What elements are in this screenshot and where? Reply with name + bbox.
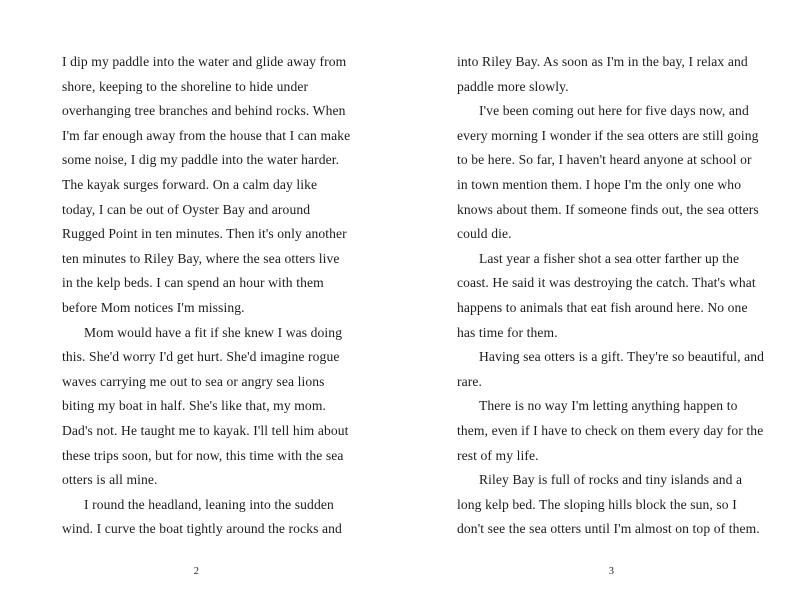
paragraph: I dip my paddle into the water and glide away from shore, keeping to the shoreline to hide under overhanging tree branches and behind rocks. When I'm far enough away from the house that I can make some noise, I dig my paddle into the water harder. The kayak surges forward. On a calm day like today, I can be out of Oyster Bay and around Rugged Point in ten minutes. Then it's only another ten minutes to Riley Bay, where the sea otters live in the kelp beds. I can spend an hour with them before Mom notices I'm missing. — [62, 54, 351, 315]
paragraph: Having sea otters is a gift. They're so beautiful, and rare. — [457, 349, 765, 389]
paragraph: into Riley Bay. As soon as I'm in the bay, I relax and paddle more slowly. — [457, 54, 748, 94]
page-right-text-block — [457, 50, 765, 542]
page-left-text-block — [62, 50, 352, 542]
paragraph: Riley Bay is full of rocks and tiny islands and a long kelp bed. The sloping hills block the sun, so I don't see the sea otters until I'm almost on top of them. — [457, 472, 760, 537]
paragraph: Mom would have a fit if she knew I was doing this. She'd worry I'd get hurt. She'd imagine rogue waves carrying me out to sea or angry sea lions biting my boat in half. She's like that, my mom. Dad's not. He taught me to kayak. I'll tell him about these trips soon, but for now, this time with the sea otters is all mine. — [62, 324, 349, 488]
page-number: 2 — [193, 566, 200, 577]
page-right — [405, 0, 810, 608]
page-number: 3 — [608, 566, 615, 577]
paragraph: I round the headland, leaning into the sudden wind. I curve the boat tightly around the rocks and — [62, 496, 342, 537]
paragraph: There is no way I'm letting anything happen to them, even if I have to check on them every day for the rest of my life. — [457, 398, 764, 463]
paragraph: I've been coming out here for five days now, and every morning I wonder if the sea otters are still going to be here. So far, I haven't heard anyone at school or in town mention them. I hope I'm the only one who knows about them. If someone finds out, the sea otters could die. — [457, 103, 759, 242]
paragraph: Last year a fisher shot a sea otter farther up the coast. He said it was destroying the catch. That's what happens to animals that eat fish around here. No one has time for them. — [457, 250, 756, 340]
